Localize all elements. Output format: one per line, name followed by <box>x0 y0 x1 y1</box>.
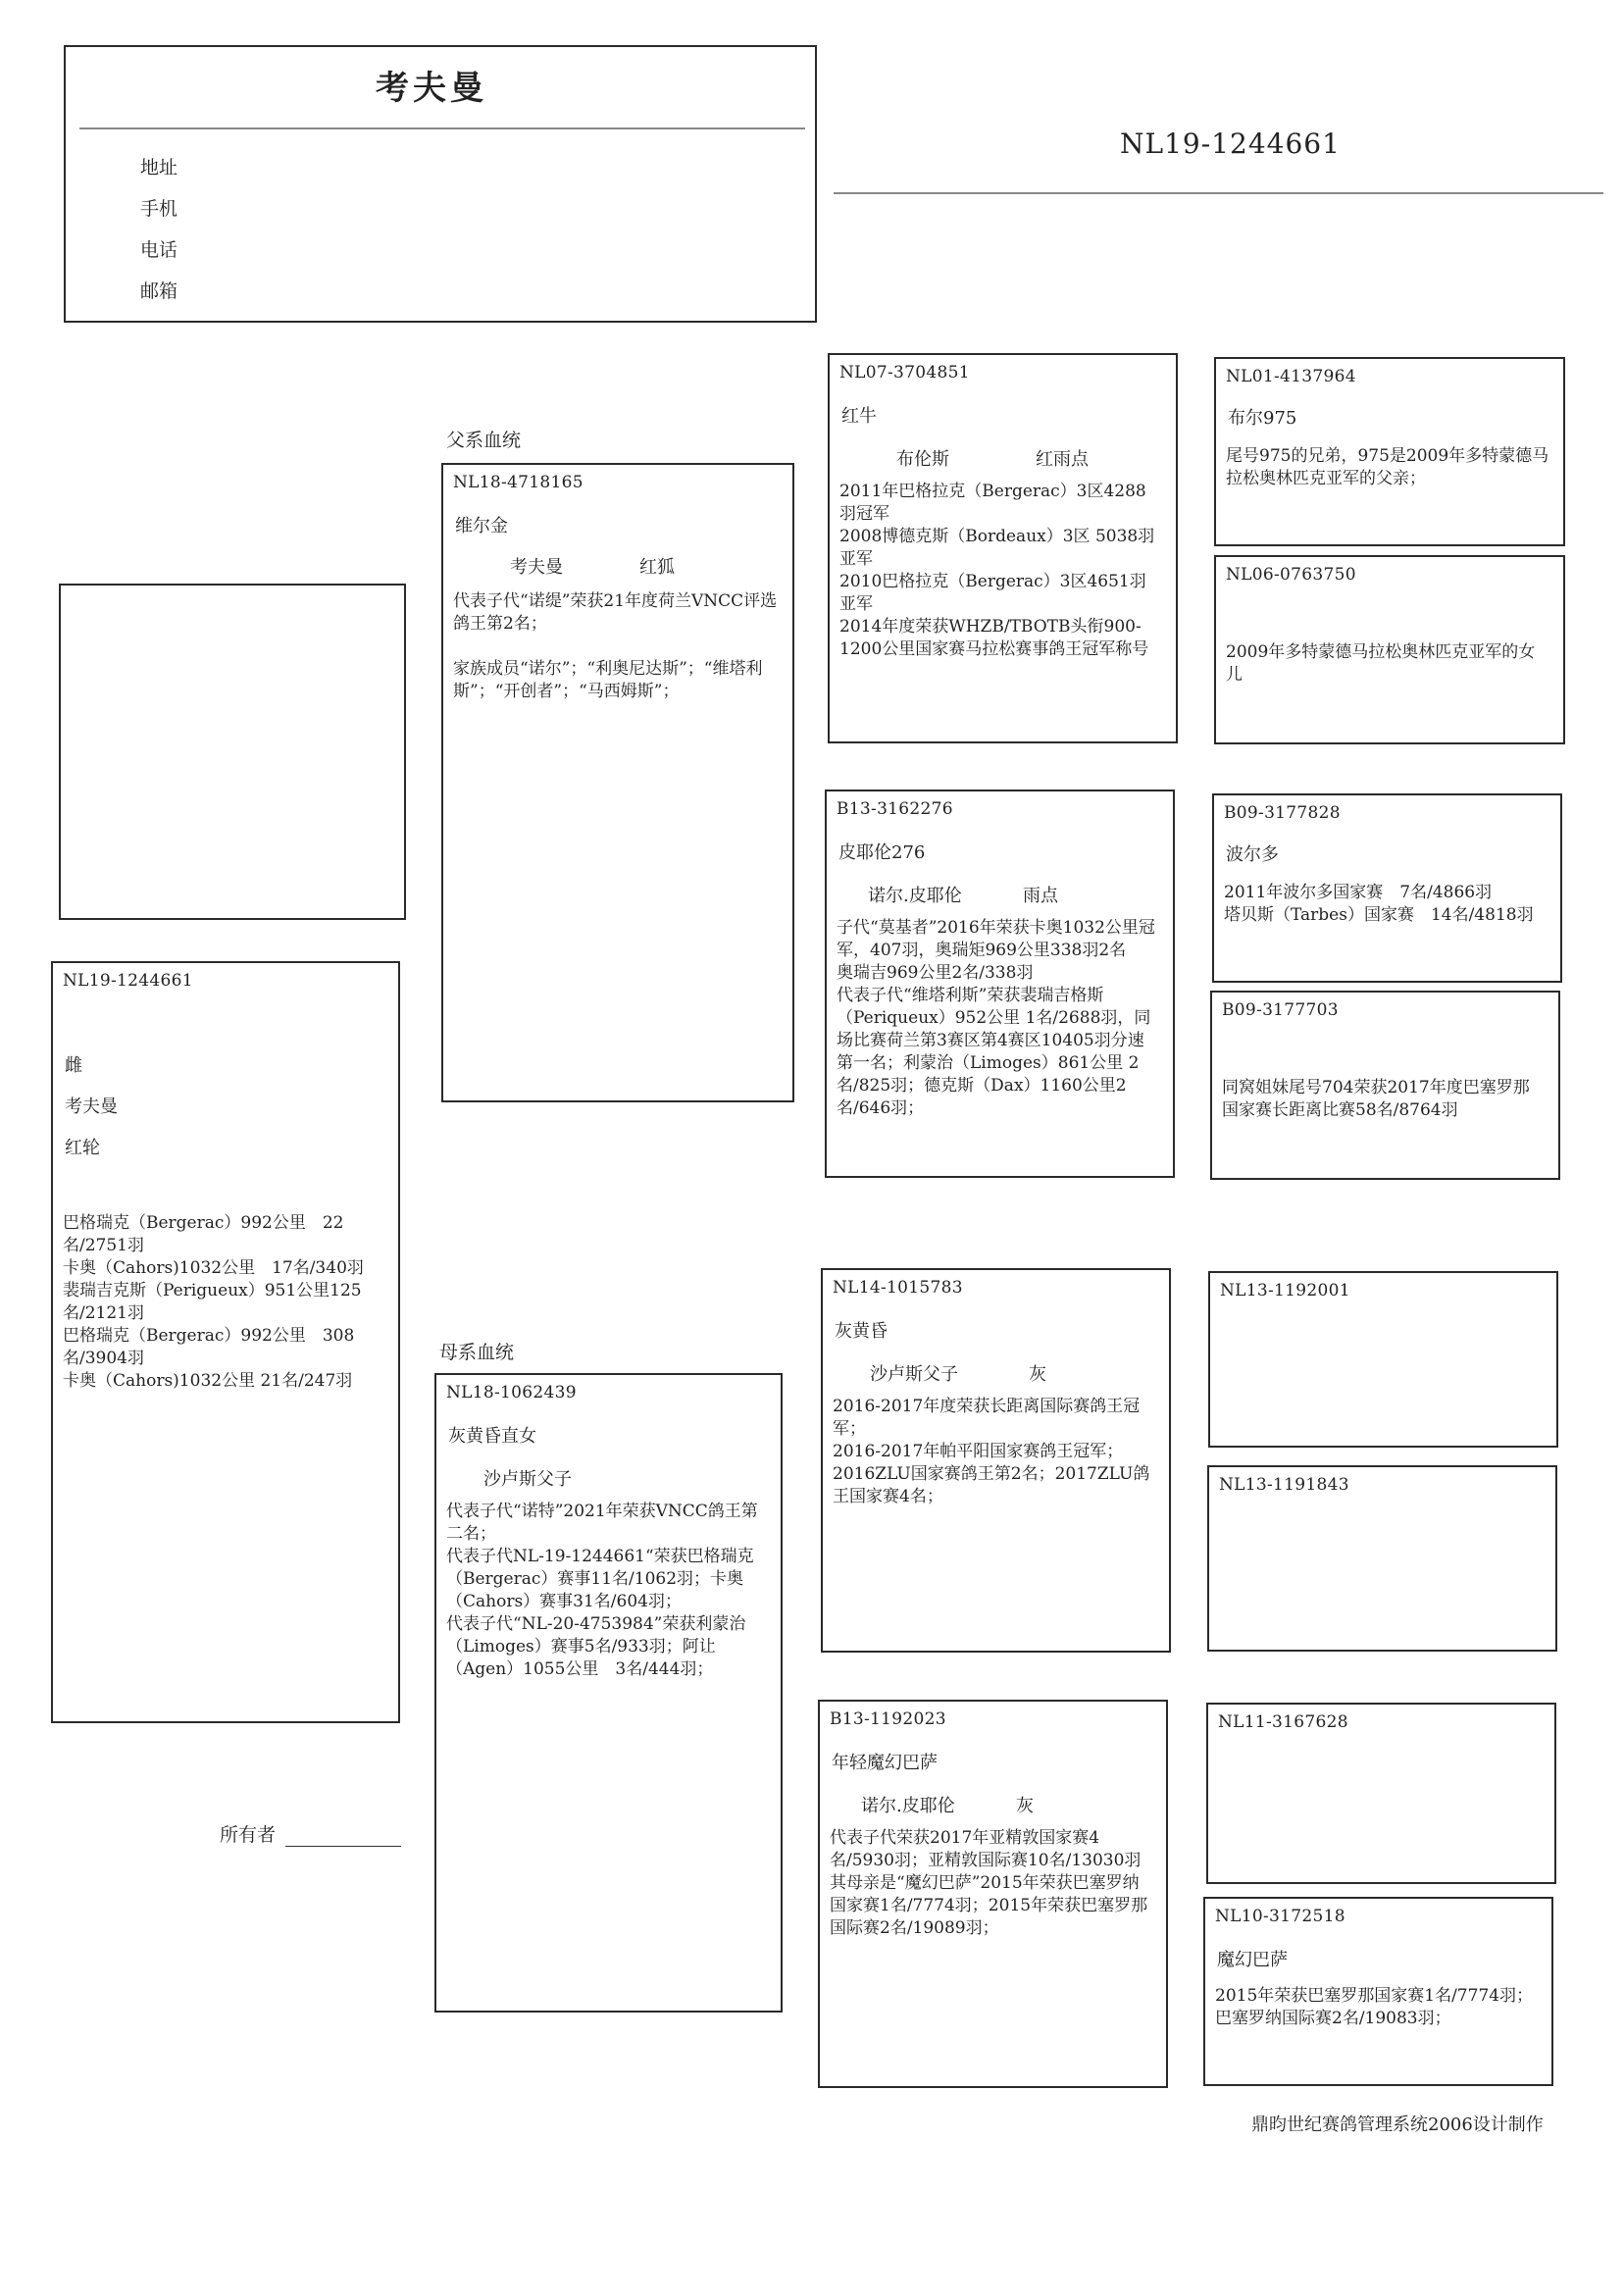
ddd-notes: 2015年荣获巴塞罗那国家赛1名/7774羽；巴塞罗纳国际赛2名/19083羽； <box>1215 1986 1534 2028</box>
ds-color: 灰 <box>1029 1364 1046 1385</box>
ddd-ring: NL10-3172518 <box>1215 1907 1345 1926</box>
ss-notes: 2011年巴格拉克（Bergerac）3区4288羽冠军 2008博德克斯（Bordeaux）3区 5038羽 亚军 2010巴格拉克（Bergerac）3区4651羽亚军 2014年度荣获WHZB/TBOTB头衔900-1200公里国家赛马拉松赛事鸽王冠军称号 <box>839 482 1155 659</box>
dam-breeder: 沙卢斯父子 <box>483 1469 572 1490</box>
owner-label <box>220 1820 401 1847</box>
dds-ring: NL11-3167628 <box>1218 1712 1348 1732</box>
ds-breeder: 沙卢斯父子 <box>870 1364 958 1385</box>
sss-name: 布尔975 <box>1228 408 1297 429</box>
sss-card <box>1214 357 1565 546</box>
sdd-card <box>1210 991 1560 1180</box>
ssd-ring: NL06-0763750 <box>1226 565 1356 585</box>
dam-section-label: 母系血统 <box>439 1342 515 1363</box>
bird-ring-title: NL19-1244661 <box>1120 127 1341 160</box>
email-label: 邮箱 <box>140 280 178 302</box>
owner-line <box>285 1846 401 1847</box>
dsd-card <box>1207 1465 1557 1652</box>
ssd-notes: 2009年多特蒙德马拉松奥林匹克亚军的女儿 <box>1226 642 1536 685</box>
sire-color: 红狐 <box>639 557 675 578</box>
sire-card <box>441 463 794 1102</box>
dam-ring: NL18-1062439 <box>446 1383 577 1402</box>
sire-sire-card <box>828 353 1178 743</box>
dam-notes: 代表子代“诺特”2021年荣获VNCC鸽王第二名； 代表子代NL-19-1244661“荣获巴格瑞克（Bergerac）赛事11名/1062羽；卡奥（Cahors）赛事31名/604羽； 代表子代“NL-20-4753984”荣获利蒙治（Limoges）赛事5名/933羽；阿让（Agen）1055公里 3名/444羽； <box>446 1502 758 1679</box>
dd-color: 灰 <box>1016 1796 1034 1816</box>
ds-notes: 2016-2017年度荣获长距离国际赛鸽王冠军； 2016-2017年帕平阳国家赛鸽王冠军； 2016ZLU国家赛鸽王第2名；2017ZLU鸽王国家赛4名； <box>833 1397 1150 1506</box>
sire-breeder: 考夫曼 <box>510 557 563 578</box>
header-divider <box>79 127 805 129</box>
dds-card <box>1206 1703 1556 1884</box>
dd-breeder: 诺尔.皮耶伦 <box>861 1796 955 1816</box>
dam-sire-card <box>821 1268 1171 1653</box>
sd-ring: B13-3162276 <box>837 799 953 819</box>
ds-name: 灰黄昏 <box>835 1321 888 1342</box>
bird-results: 巴格瑞克（Bergerac）992公里 22名/2751羽 卡奥（Cahors)1032公里 17名/340羽 裴瑞吉克斯（Perigueux）951公里125名/2121羽 巴格瑞克（Bergerac）992公里 308名/3904羽 卡奥（Cahors)1032公里 21名/247羽 <box>63 1213 364 1391</box>
ss-color: 红雨点 <box>1036 449 1089 470</box>
address-label: 地址 <box>140 157 178 178</box>
header-box <box>64 45 817 323</box>
mobile-label: 手机 <box>140 198 178 220</box>
dam-card <box>434 1373 783 2013</box>
owner-label-text: 所有者 <box>220 1824 277 1846</box>
ddd-name: 魔幻巴萨 <box>1217 1950 1288 1970</box>
sss-ring: NL01-4137964 <box>1226 367 1356 386</box>
bird-color: 红轮 <box>65 1138 100 1158</box>
sdd-notes: 同窝姐妹尾号704荣获2017年度巴塞罗那国家赛长距离比赛58名/8764羽 <box>1222 1078 1530 1120</box>
owner-name: 考夫曼 <box>376 69 487 108</box>
dam-dam-card <box>818 1700 1168 2088</box>
ds-ring: NL14-1015783 <box>833 1278 963 1298</box>
bird-sex: 雌 <box>65 1055 82 1076</box>
sire-section-label: 父系血统 <box>446 430 522 451</box>
sds-notes: 2011年波尔多国家赛 7名/4866羽 塔贝斯（Tarbes）国家赛 14名/4818羽 <box>1224 883 1534 925</box>
dss-card <box>1208 1271 1558 1448</box>
sd-breeder: 诺尔.皮耶伦 <box>868 886 962 906</box>
sds-ring: B09-3177828 <box>1224 803 1341 823</box>
sire-dam-card <box>825 790 1175 1178</box>
dam-name: 灰黄昏直女 <box>448 1426 536 1447</box>
sd-color: 雨点 <box>1023 886 1058 906</box>
ssd-card <box>1214 555 1565 744</box>
photo-box <box>59 584 406 920</box>
sd-notes: 子代“莫基者”2016年荣获卡奥1032公里冠军，407羽，奥瑞矩969公里338羽2名 奥瑞吉969公里2名/338羽 代表子代“维塔利斯”荣获裴瑞吉格斯（Periqueux）952公里 1名/2688羽，同场比赛荷兰第3赛区第4赛区10405羽分速第一名；利蒙治（Limoges）861公里 2名/825羽；德克斯（Dax）1160公里2名/646羽； <box>837 918 1155 1118</box>
footer-credit: 鼎昀世纪赛鸽管理系统2006设计制作 <box>1251 2115 1544 2135</box>
sire-name: 维尔金 <box>455 516 508 536</box>
sss-notes: 尾号975的兄弟，975是2009年多特蒙德马拉松奥林匹克亚军的父亲； <box>1226 446 1549 488</box>
dd-name: 年轻魔幻巴萨 <box>832 1753 938 1773</box>
sds-card <box>1212 793 1562 983</box>
dss-ring: NL13-1192001 <box>1220 1281 1350 1300</box>
dsd-ring: NL13-1191843 <box>1219 1475 1349 1495</box>
subject-bird-card <box>51 961 400 1723</box>
sire-ring: NL18-4718165 <box>453 473 584 492</box>
ss-ring: NL07-3704851 <box>839 363 970 382</box>
ddd-card <box>1203 1897 1553 2086</box>
sire-notes: 代表子代“诺缇”荣获21年度荷兰VNCC评选鸽王第2名； 家族成员“诺尔”；“利奥尼达斯”；“维塔利斯”；“开创者”；“马西姆斯”； <box>453 591 778 701</box>
sdd-ring: B09-3177703 <box>1222 1000 1339 1020</box>
dd-notes: 代表子代荣获2017年亚精敦国家赛4名/5930羽；亚精敦国际赛10名/13030羽 其母亲是“魔幻巴萨”2015年荣获巴塞罗纳国家赛1名/7774羽；2015年荣获巴塞罗那国际赛2名/19089羽； <box>830 1828 1148 1938</box>
sds-name: 波尔多 <box>1226 844 1279 865</box>
bird-breeder: 考夫曼 <box>65 1096 118 1117</box>
sd-name: 皮耶伦276 <box>838 842 926 863</box>
ss-breeder: 布伦斯 <box>896 449 949 470</box>
bird-ring: NL19-1244661 <box>63 971 193 991</box>
title-underline <box>834 192 1603 194</box>
ss-name: 红牛 <box>841 406 877 427</box>
phone-label: 电话 <box>140 239 178 261</box>
dd-ring: B13-1192023 <box>830 1709 946 1729</box>
